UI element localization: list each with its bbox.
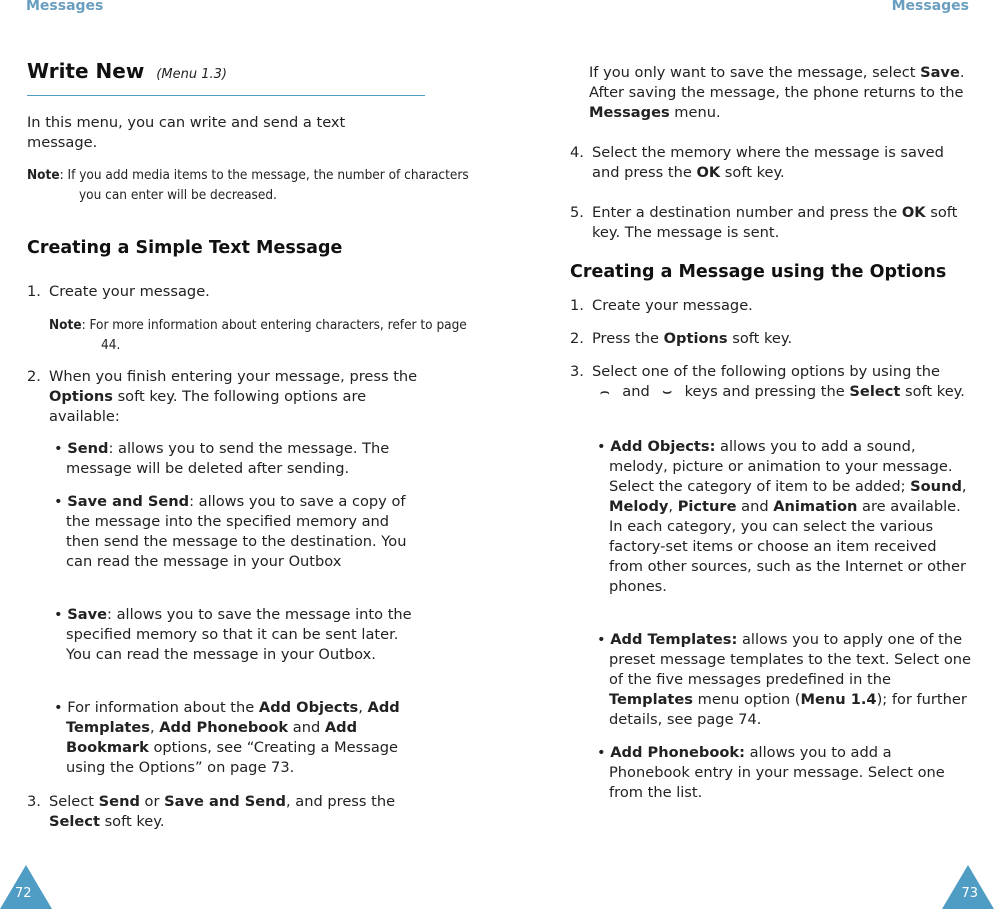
- bullet-info: • For information about the Add Objects, Add Templates, Add Phonebook and Add Bookmark options, see “Creating a Message using the Options” on page 73.: [54, 699, 400, 776]
- text-run: soft key. The message is sent.: [592, 204, 958, 241]
- bullet-send: • Send: allows you to send the message. The message will be deleted after sending.: [54, 440, 390, 477]
- text-run: If you only want to save the message, select: [589, 64, 921, 81]
- text-run: keys and pressing the: [679, 383, 850, 400]
- text-run: and: [617, 383, 655, 400]
- text-run: . After saving the message, the phone returns to the: [589, 64, 965, 101]
- step-3: [27, 792, 407, 832]
- text-run: When you finish entering your message, press the: [49, 368, 418, 385]
- text-run: Enter a destination number and press the: [592, 204, 902, 221]
- bullet-term: Send: [67, 440, 109, 457]
- bullet-term: Save: [67, 606, 108, 623]
- note-label: Note: [27, 167, 60, 183]
- step-2: [27, 367, 427, 427]
- step-r2: [570, 329, 968, 349]
- step-text: [570, 203, 970, 243]
- text-bold: Melody: [609, 498, 669, 515]
- text-bold: Add Bookmark: [66, 719, 358, 756]
- bullet-text: : allows you to save the message into the specified memory so that it can be sent later. You can read the message in your Outbox.: [66, 606, 412, 663]
- bullet-term: Add Objects:: [610, 438, 716, 455]
- text-run: Press the: [592, 330, 664, 347]
- note-entering: [49, 315, 471, 355]
- note-label: Note: [49, 317, 82, 333]
- text-run: menu.: [669, 104, 721, 121]
- step-1: [27, 282, 425, 302]
- text-bold: Options: [663, 330, 728, 347]
- bullet-term: Save and Send: [67, 493, 190, 510]
- text-run: allows you to add a sound, melody, picture or animation to your message. Select the category of item to be added;: [609, 438, 953, 495]
- bullet-text: : allows you to send the message. The message will be deleted after sending.: [66, 440, 390, 477]
- text-bold: Add Objects: [258, 699, 359, 716]
- text-bold: Add Templates: [66, 699, 400, 736]
- text-run: and: [288, 719, 325, 736]
- text-run: allows you to apply one of the preset message templates to the text. Select one of the five messages predefined in the: [609, 631, 971, 688]
- text-run: Select one of the following options by using the: [592, 363, 940, 380]
- text-run: For information about the: [67, 699, 259, 716]
- text-run: ); for further details, see page 74.: [609, 691, 967, 728]
- step-r3: [570, 362, 965, 402]
- text-bold: Picture: [677, 498, 737, 515]
- section-title-text: Write New: [27, 59, 145, 83]
- step-text: [27, 792, 407, 832]
- text-bold: Options: [49, 388, 113, 405]
- text-run: , and press the: [286, 793, 396, 810]
- step-r1: [570, 296, 968, 316]
- note-media: [27, 165, 474, 205]
- step-number: 2.: [570, 330, 584, 347]
- step-number: 4.: [570, 144, 584, 161]
- text-run: Select: [49, 793, 99, 810]
- text-run: menu option (: [692, 691, 801, 708]
- text-run: ,: [961, 478, 967, 495]
- text-run: and: [736, 498, 774, 515]
- text-bold: Send: [98, 793, 140, 810]
- bullet-term: Add Phonebook:: [610, 744, 745, 761]
- step-text: [570, 329, 968, 349]
- text-bold: Templates: [609, 691, 693, 708]
- running-header-left: Messages: [26, 0, 104, 14]
- step-number: 2.: [27, 368, 41, 385]
- step-number: 1.: [27, 283, 41, 300]
- text-bold: Messages: [589, 104, 670, 121]
- text-bold: Select: [849, 383, 901, 400]
- text-bold: OK: [901, 204, 926, 221]
- step-text: [570, 362, 965, 402]
- step-number: 3.: [570, 363, 584, 380]
- text-run: allows you to add a Phonebook entry in your message. Select one from the list.: [609, 744, 945, 801]
- text-run: ,: [668, 498, 678, 515]
- text-run: or: [139, 793, 165, 810]
- bullet-text: : allows you to save a copy of the message into the specified memory and then send the message to the destination. You can read the message in your Outbox: [66, 493, 407, 570]
- step-text: Create your message.: [49, 283, 210, 300]
- menu-ref: (Menu 1.3): [156, 67, 227, 82]
- section-title: [27, 61, 425, 96]
- page-number-right: 73: [961, 886, 978, 901]
- step-text: Create your message.: [592, 297, 753, 314]
- bullet-save-and-send: • Save and Send: allows you to save a copy of the message into the specified memory and then send the message to the destination. You can read the message in your Outbox: [54, 493, 407, 570]
- text-bold: Save: [920, 64, 960, 81]
- heading-simple-text: Creating a Simple Text Message: [27, 238, 343, 258]
- text-run: soft key.: [727, 330, 793, 347]
- text-bold: Menu 1.4: [800, 691, 877, 708]
- step-number: 1.: [570, 297, 584, 314]
- note-text: : For more information about entering characters, refer to page 44.: [81, 317, 467, 353]
- bullet-term: Add Templates:: [610, 631, 738, 648]
- text-bold: Sound: [910, 478, 962, 495]
- text-run: ,: [149, 719, 160, 736]
- text-run: soft key.: [900, 383, 965, 400]
- page-number-left: 72: [15, 886, 32, 901]
- bullet-add-objects: • Add Objects: allows you to add a sound, melody, picture or animation to your message. Select the category of item to be added; Sound, Melody, Picture and Animation are available. In each category, you can select the various factory-set items or choose an item received from other sources, such as the Internet or other phones.: [597, 438, 967, 595]
- text-run: soft key. The following options are available:: [49, 388, 367, 425]
- text-run: ,: [358, 699, 368, 716]
- running-header-right: Messages: [891, 0, 969, 14]
- text-run: soft key.: [99, 813, 165, 830]
- text-run: soft key.: [720, 164, 785, 181]
- step-number: 5.: [570, 204, 584, 221]
- text-run: are available. In each category, you can select the various factory-set items or choose an item received from other sources, such as the Internet or other phones.: [609, 498, 967, 595]
- text-bold: Animation: [773, 498, 858, 515]
- bullet-add-templates: • Add Templates: allows you to apply one of the preset message templates to the text. Select one of the five messages predefined in the Templates menu option (Menu 1.4); for further details, see page 74.: [597, 631, 971, 728]
- step-number: 3.: [27, 793, 41, 810]
- heading-options: Creating a Message using the Options: [570, 262, 947, 282]
- bullet-save: • Save: allows you to save the message into the specified memory so that it can be sent later. You can read the message in your Outbox.: [54, 606, 412, 663]
- up-key-icon: ⌢: [600, 383, 610, 400]
- text-bold: OK: [696, 164, 721, 181]
- text-bold: Add Phonebook: [159, 719, 289, 736]
- step-text: [27, 367, 427, 427]
- step-4: [570, 143, 950, 183]
- down-key-icon: ⌣: [662, 383, 672, 400]
- intro-paragraph: In this menu, you can write and send a text message.: [27, 114, 346, 151]
- text-run: options, see “Creating a Message using the Options” on page 73.: [66, 739, 399, 776]
- text-bold: Save and Send: [164, 793, 286, 810]
- text-run: Select the memory where the message is saved and press the: [592, 144, 944, 181]
- bullet-add-phonebook: • Add Phonebook: allows you to add a Phonebook entry in your message. Select one from the list.: [597, 744, 945, 801]
- step-5: [570, 203, 970, 243]
- continued-paragraph: [589, 63, 969, 123]
- note-text: : If you add media items to the message, the number of characters you can enter will be decreased.: [59, 167, 469, 203]
- step-text: [570, 143, 950, 183]
- text-bold: Select: [49, 813, 100, 830]
